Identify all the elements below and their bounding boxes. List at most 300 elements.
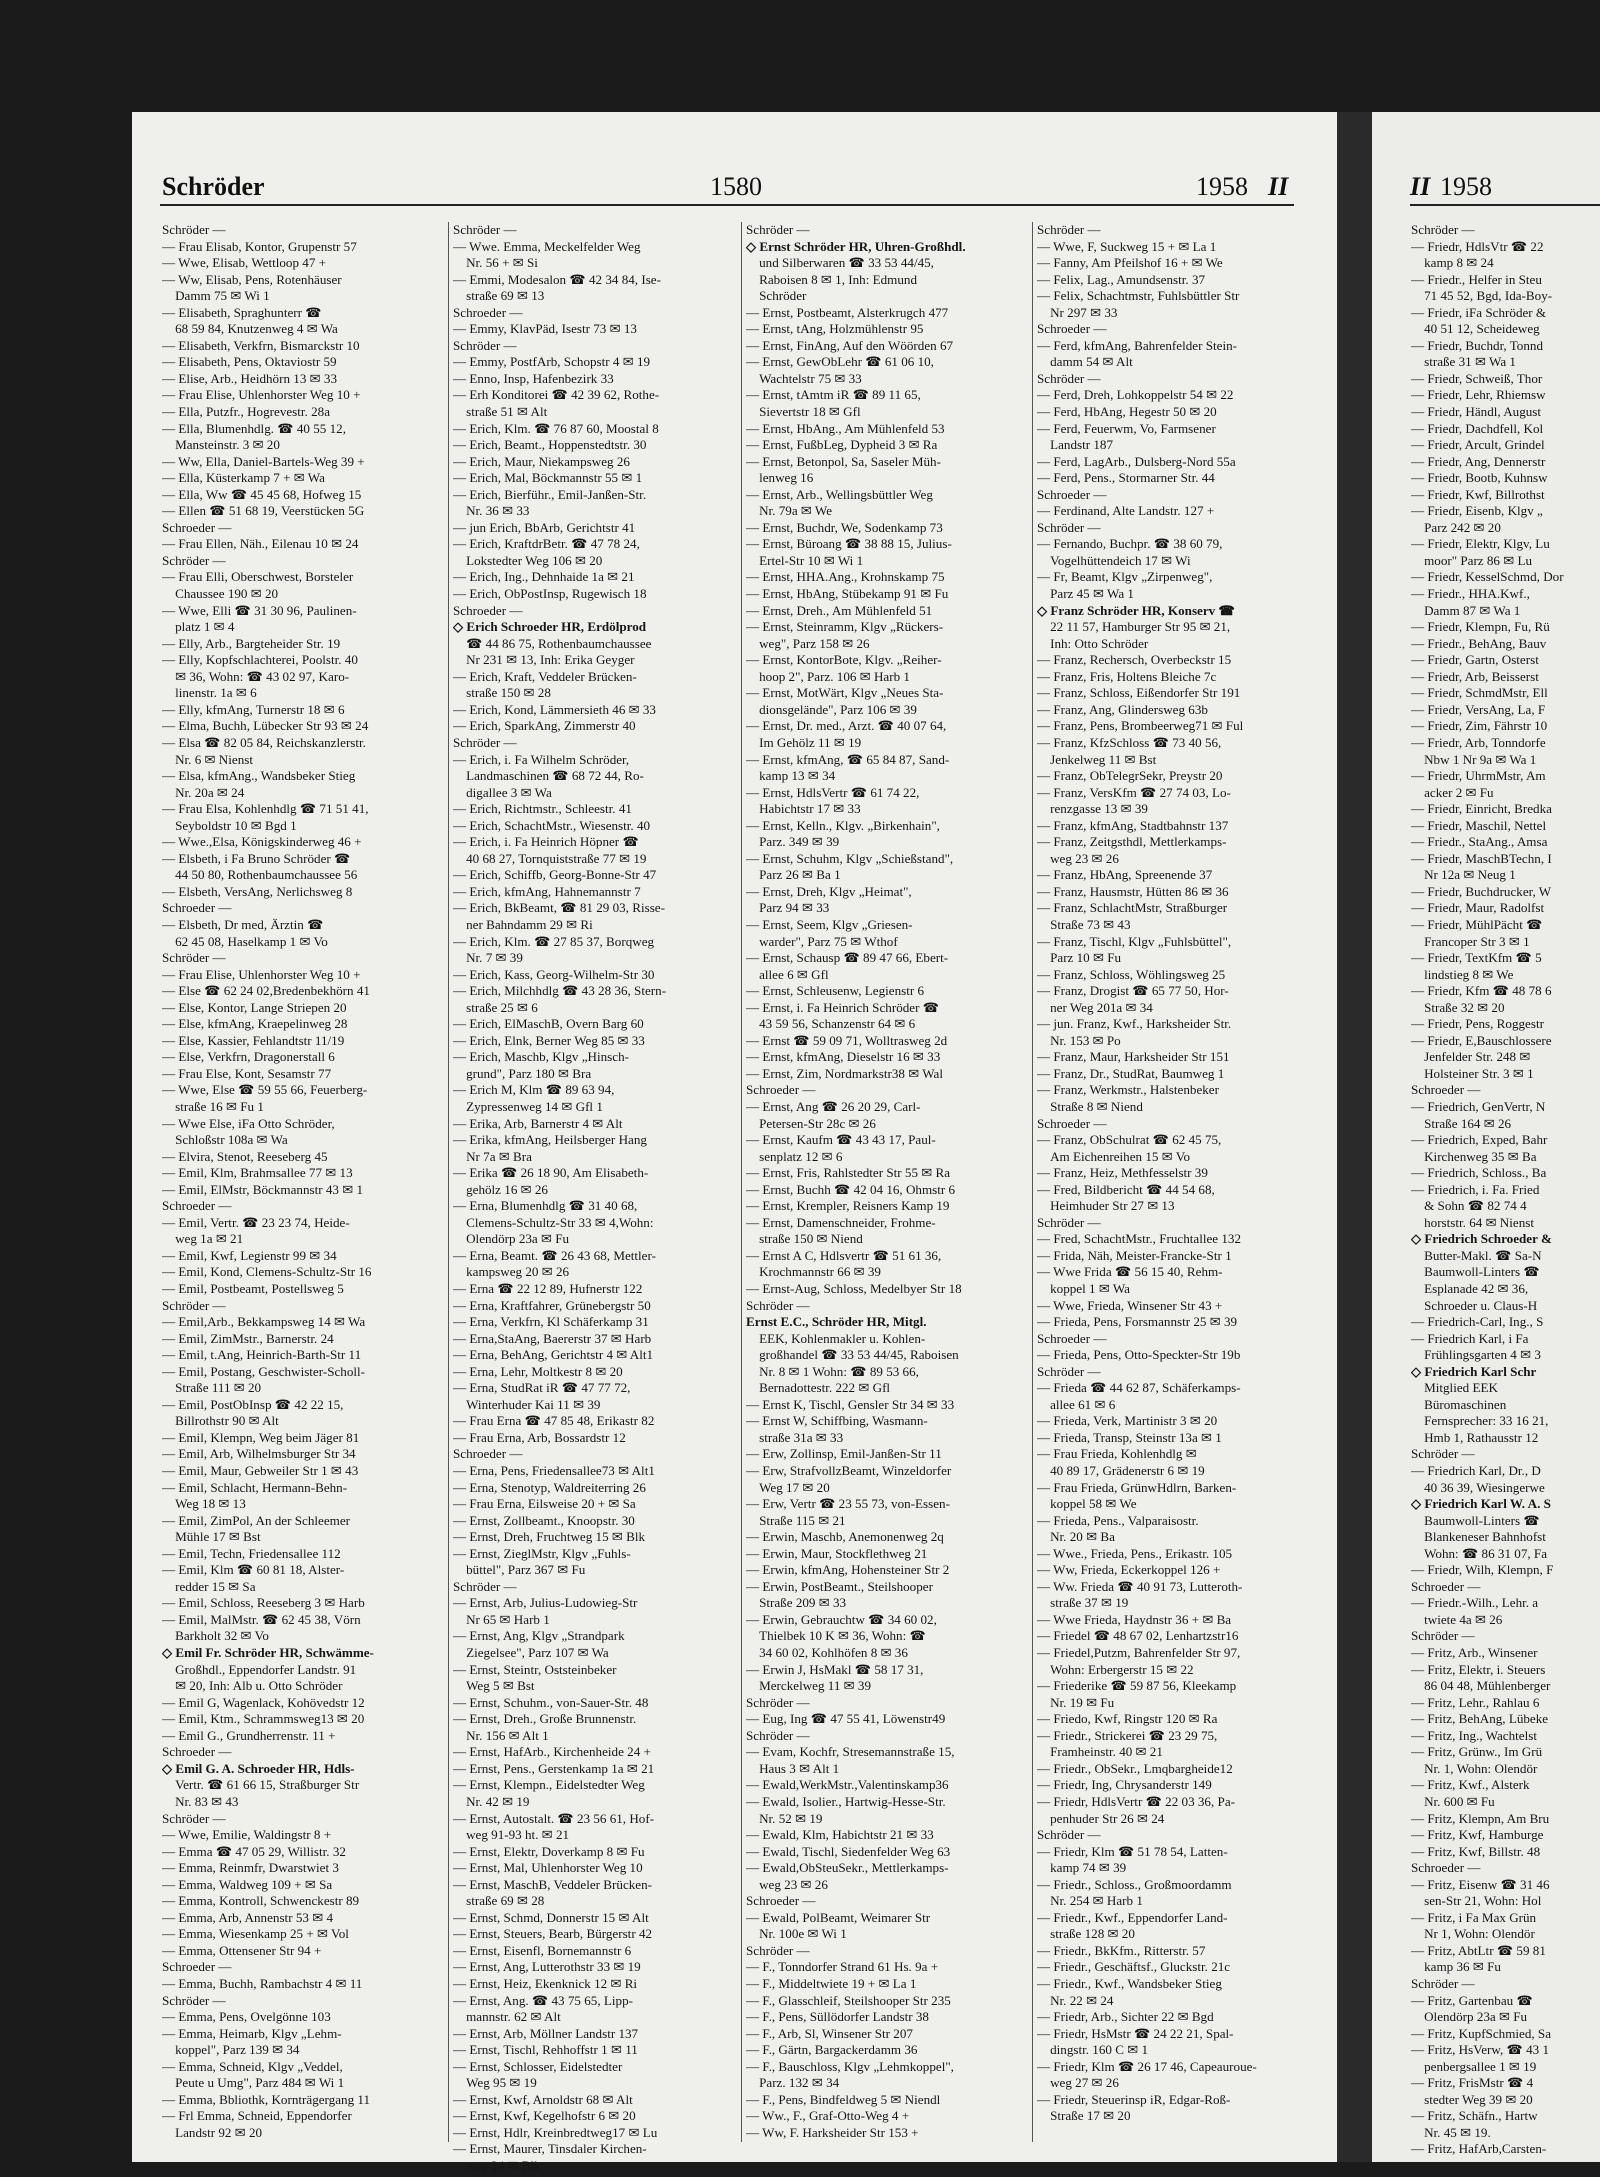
directory-entry: — Ernst, Zollbeamt., Knoopstr. 30 <box>453 1512 635 1528</box>
directory-entry: ◇ Friedrich Karl Schr <box>1411 1363 1537 1379</box>
directory-entry: — F., Gärtn, Bargackerdamm 36 <box>746 2042 918 2058</box>
directory-entry: Parz. 132 ✉ 34 <box>746 2075 840 2091</box>
directory-entry: — Ernst, Ang, Lutterothstr 33 ✉ 19 <box>453 1959 641 1975</box>
section-heading: Schröder — <box>1411 222 1475 237</box>
directory-entry: — Ewald, Klm, Habichtstr 21 ✉ 33 <box>746 1827 934 1843</box>
directory-entry: straße 150 ✉ Niend <box>746 1231 863 1247</box>
directory-entry: — Friedr., Helfer in Steu <box>1411 271 1542 287</box>
directory-entry: Nr 12a ✉ Neug 1 <box>1411 867 1516 883</box>
section-heading: Schröder — <box>746 1694 810 1710</box>
directory-entry: redder 15 ✉ Sa <box>162 1578 256 1594</box>
directory-entry: — Friedr, TextKfm ☎ 5 <box>1411 950 1542 966</box>
directory-entry: straße 31a ✉ 33 <box>746 1429 844 1445</box>
directory-entry: — Friedrich-Carl, Ing., S <box>1411 1314 1544 1330</box>
directory-entry: — Erich, Mal, Böckmannstr 55 ✉ 1 <box>453 470 643 486</box>
directory-entry: allee 61 ✉ 6 <box>1037 1396 1116 1412</box>
directory-entry: kampsweg 20 ✉ 26 <box>453 1264 570 1280</box>
directory-entry: — Franz, SchlachtMstr, Straßburger <box>1037 900 1228 916</box>
directory-entry: — Emil, Klempn, Weg beim Jäger 81 <box>162 1429 360 1445</box>
directory-entry: — Ernst, Kwf, Arnoldstr 68 ✉ Alt <box>453 2091 633 2107</box>
directory-entry: ◇ Emil G. A. Schroeder HR, Hdls- <box>162 1760 355 1776</box>
directory-entry: senplatz 12 ✉ 6 <box>746 1148 843 1164</box>
directory-entry: — Evam, Kochfr, Stresemannstraße 15, <box>746 1744 955 1760</box>
directory-entry: sen-Str 21, Wohn: Hol <box>1411 1893 1542 1909</box>
directory-entry: — Wwe Frida ☎ 56 15 40, Rehm- <box>1037 1264 1223 1280</box>
directory-entry: Nr 231 ✉ 13, Inh: Erika Geyger <box>453 652 635 668</box>
section-heading: Schroeder — <box>453 1446 523 1462</box>
directory-entry: Nr. 83 ✉ 43 <box>162 1793 239 1809</box>
directory-entry: Weg 5 ✉ Bst <box>453 1678 535 1694</box>
directory-entry: Weg 18 ✉ 13 <box>162 1496 246 1512</box>
directory-entry: Am Eichenreihen 15 ✉ Vo <box>1037 1148 1191 1164</box>
directory-entry: — Friedr, Kwf, Billrothst <box>1411 486 1545 502</box>
directory-entry: — Emil, Schloss, Reeseberg 3 ✉ Harb <box>162 1595 365 1611</box>
directory-entry: dingstr. 160 C ✉ 1 <box>1037 2042 1149 2058</box>
directory-entry: — Fritz, Kwf, Billstr. 48 <box>1411 1843 1541 1859</box>
directory-entry: Baumwoll-Linters ☎ <box>1411 1264 1540 1280</box>
section-heading: Schroeder — <box>1411 1578 1481 1594</box>
directory-entry: Merckelweg 11 ✉ 39 <box>746 1678 872 1694</box>
directory-entry: — Frieda, Pens, Otto-Speckter-Str 19b <box>1037 1347 1241 1363</box>
directory-entry: — Ernst, Dreh, Fruchtweg 15 ✉ Blk <box>453 1529 646 1545</box>
directory-entry: — Wwe., Frieda, Pens., Erikastr. 105 <box>1037 1545 1233 1561</box>
directory-entry: — Friedr., BkKfm., Ritterstr. 57 <box>1037 1942 1206 1958</box>
directory-entry: — Friedr, Arb., Sichter 22 ✉ Bgd <box>1037 2009 1214 2025</box>
directory-entry: — Erika, kfmAng, Heilsberger Hang <box>453 1132 647 1148</box>
directory-entry: Nr. 42 ✉ 19 <box>453 1793 530 1809</box>
directory-entry: Peute u Umg", Parz 484 ✉ Wi 1 <box>162 2075 345 2091</box>
directory-entry: straße 37 ✉ 19 <box>1037 1595 1129 1611</box>
directory-entry: Butter-Makl. ☎ Sa-N <box>1411 1247 1542 1263</box>
directory-entry: Mühle 17 ✉ Bst <box>162 1529 261 1545</box>
directory-entry: — Ewald, Tischl, Siedenfelder Weg 63 <box>746 1843 951 1859</box>
section-heading: Schroeder — <box>1037 486 1107 502</box>
directory-entry: — Ernst, Fris, Rahlstedter Str 55 ✉ Ra <box>746 1165 951 1181</box>
directory-entry: — Friedr, VersAng, La, F <box>1411 701 1546 717</box>
directory-entry: Billrothstr 90 ✉ Alt <box>162 1413 279 1429</box>
directory-entry: — Erwin, PostBeamt., Steilshooper <box>746 1578 933 1594</box>
section-heading: Schröder — <box>453 1578 517 1594</box>
directory-entry: Nr. 36 ✉ 33 <box>453 503 530 519</box>
directory-entry: — Elly, Arb., Bargteheider Str. 19 <box>162 635 341 651</box>
directory-entry: Nr. 1, Wohn: Olendör <box>1411 1760 1538 1776</box>
directory-entry: Olendörp 23a ✉ Fu <box>1411 2009 1528 2025</box>
section-heading: Schroeder — <box>1037 321 1107 337</box>
directory-entry: — Erich, Klm. ☎ 27 85 37, Borqweg <box>453 933 655 949</box>
book-gutter <box>1337 112 1372 2162</box>
directory-entry: — Emma, Pens, Ovelgönne 103 <box>162 2009 331 2025</box>
directory-entry: ner Weg 201a ✉ 34 <box>1037 999 1153 1015</box>
directory-entry: — Ernst, Betonpol, Sa, Saseler Müh- <box>746 453 941 469</box>
directory-entry: Straße 17 ✉ 20 <box>1037 2108 1131 2124</box>
directory-entry: — Emil, ZimMstr., Barnerstr. 24 <box>162 1330 334 1346</box>
directory-entry: — Friedr, Arcult, Grindel <box>1411 437 1545 453</box>
directory-entry: — Emil, Postbeamt, Postellsweg 5 <box>162 1281 344 1296</box>
directory-entry: Im Gehölz 11 ✉ 19 <box>746 734 862 750</box>
directory-entry: — Emil, t.Ang, Heinrich-Barth-Str 11 <box>162 1347 362 1363</box>
directory-entry: — Erich, Elnk, Berner Weg 85 ✉ 33 <box>453 1032 645 1048</box>
directory-entry: 68 59 84, Knutzenweg 4 ✉ Wa <box>162 321 338 337</box>
directory-entry: Mitglied EEK <box>1411 1380 1498 1396</box>
directory-entry: — Franz, KfzSchloss ☎ 73 40 56, <box>1037 734 1222 750</box>
directory-entry: — Ernst, Dreh, Klgv „Heimat", <box>746 883 912 899</box>
directory-entry: — Erich, SchachtMstr., Wiesenstr. 40 <box>453 817 651 833</box>
directory-entry: — Elisabeth, Verkfrn, Bismarckstr 10 <box>162 337 360 353</box>
directory-entry: — Fernando, Buchpr. ☎ 38 60 79, <box>1037 536 1223 552</box>
directory-entry: — Ernst, Autostalt. ☎ 23 56 61, Hof- <box>453 1810 655 1826</box>
section-heading: Schroeder — <box>1411 1860 1481 1876</box>
directory-entry: — Ernst W, Schiffbing, Wasmann- <box>746 1413 928 1429</box>
directory-entry: — Ernst, Ang. ☎ 43 75 65, Lipp- <box>453 1992 633 2008</box>
directory-entry: Chaussee 190 ✉ 20 <box>162 586 279 602</box>
directory-entry: — Erw, StrafvollzBeamt, Winzeldorfer <box>746 1463 952 1479</box>
directory-entry: — Elly, kfmAng, Turnerstr 18 ✉ 6 <box>162 701 345 717</box>
directory-entry: — Frau Frieda, Kohlenhdlg ✉ <box>1037 1446 1197 1462</box>
directory-entry: — Ellen ☎ 51 68 19, Veerstücken 5G <box>162 503 365 519</box>
directory-entry: — Franz, Maur, Harksheider Str 151 <box>1037 1049 1230 1065</box>
directory-entry: gehölz 16 ✉ 26 <box>453 1181 548 1197</box>
directory-entry: — Friedr, Arb, Beisserst <box>1411 668 1539 684</box>
directory-entry: — Fritz, Ing., Wachtelst <box>1411 1727 1537 1743</box>
directory-entry: Nr 65 ✉ Harb 1 <box>453 1611 550 1627</box>
directory-entry: Ziegelsee", Parz 107 ✉ Wa <box>453 1645 609 1661</box>
directory-entry: — Friedr, MühlPächt ☎ <box>1411 916 1543 932</box>
directory-entry: — Erich M, Klm ☎ 89 63 94, <box>453 1082 615 1098</box>
directory-entry: — Ewald,WerkMstr.,Valentinskamp36 <box>746 1777 949 1793</box>
next-running-head-year: 1958 <box>1440 172 1492 201</box>
directory-entry: — Emil, ZimPol, An der Schleemer <box>162 1512 351 1528</box>
directory-entry: — Franz, Dr., StudRat, Baumweg 1 <box>1037 1065 1225 1081</box>
directory-entry: Nr. 19 ✉ Fu <box>1037 1694 1115 1710</box>
directory-entry: — Ernst, Schlosser, Eidelstedter <box>453 2058 623 2074</box>
next-header-rule <box>1410 204 1600 206</box>
directory-entry: weg 91-93 ht. ✉ 21 <box>453 1827 570 1843</box>
directory-entry: 44 50 80, Rothenbaumchaussee 56 <box>162 867 358 883</box>
directory-entry: — Wwe. Emma, Meckelfelder Weg <box>453 238 641 254</box>
directory-entry: weg", Parz 158 ✉ 26 <box>746 635 870 651</box>
directory-entry: ◇ Emil Fr. Schröder HR, Schwämme- <box>162 1645 374 1661</box>
section-heading: Schroeder — <box>162 519 232 535</box>
directory-entry: Framheinstr. 40 ✉ 21 <box>1037 1744 1163 1760</box>
directory-entry: Straße 8 ✉ Niend <box>1037 1098 1143 1114</box>
directory-entry: Büromaschinen <box>1411 1396 1507 1412</box>
directory-entry: penbergsallee 1 ✉ 19 <box>1411 2058 1537 2074</box>
section-heading: Schroeder — <box>1037 1115 1107 1131</box>
directory-entry: — Erich, Bierführ., Emil-Janßen-Str. <box>453 486 647 502</box>
directory-entry: — Friedr, Klempn, Fu, Rü <box>1411 619 1550 635</box>
directory-entry: — Friedr, Maschil, Nettel <box>1411 817 1547 833</box>
directory-entry: — Elsbeth, i Fa Bruno Schröder ☎ <box>162 850 351 866</box>
directory-entry: — Friedrich Karl, Dr., D <box>1411 1463 1541 1479</box>
directory-entry: — Emil, Ktm., Schrammsweg13 ✉ 20 <box>162 1711 365 1727</box>
directory-entry: — Ferdinand, Alte Landstr. 127 + <box>1037 503 1215 519</box>
directory-entry: — Fritz, Klempn, Am Bru <box>1411 1810 1550 1826</box>
directory-entry: — Ernst, Steinramm, Klgv „Rückers- <box>746 619 944 635</box>
directory-entry: Habichtstr 17 ✉ 33 <box>746 801 861 817</box>
directory-entry: — Ernst, Büroang ☎ 38 88 15, Julius- <box>746 536 952 552</box>
directory-entry: — Franz, Ang, Glindersweg 63b <box>1037 701 1208 717</box>
directory-entry: Zypressenweg 14 ✉ Gfl 1 <box>453 1098 603 1114</box>
directory-entry: großhandel ☎ 33 53 44/45, Raboisen <box>746 1347 959 1363</box>
directory-entry: — Friederike ☎ 59 87 56, Kleekamp <box>1037 1678 1237 1694</box>
directory-entry: — Wwe, Frieda, Winsener Str 43 + <box>1037 1297 1223 1313</box>
directory-entry: — Ernst, i. Fa Heinrich Schröder ☎ <box>746 999 940 1015</box>
section-heading: Schröder — <box>453 337 517 353</box>
directory-entry: — Wwe, Emilie, Waldingstr 8 + <box>162 1827 332 1843</box>
directory-entry: — Friedr, KesselSchmd, Dor <box>1411 569 1564 585</box>
directory-entry: — Erika ☎ 26 18 90, Am Elisabeth- <box>453 1165 649 1181</box>
directory-entry: — Emil G, Wagenlack, Kohövedstr 12 <box>162 1694 365 1710</box>
directory-entry: — Friedrich, GenVertr, N <box>1411 1098 1546 1114</box>
section-heading: Schroeder — <box>1037 1330 1107 1346</box>
directory-entry: linenstr. 1a ✉ 6 <box>162 685 257 701</box>
directory-entry: — Fritz, Gartenbau ☎ <box>1411 1992 1533 2008</box>
directory-entry: — Erw, Zollinsp, Emil-Janßen-Str 11 <box>746 1446 942 1462</box>
directory-entry: — Erna,StaAng, Baererstr 37 ✉ Harb <box>453 1330 652 1346</box>
directory-entry: — Erna, Lehr, Moltkestr 8 ✉ 20 <box>453 1363 623 1379</box>
directory-entry: — Erich, Richtmstr., Schleestr. 41 <box>453 801 632 817</box>
directory-entry: — Emma, Waldweg 109 + ✉ Sa <box>162 1876 333 1892</box>
directory-entry: — Ernst, Steuers, Bearb, Bürgerstr 42 <box>453 1926 653 1942</box>
directory-entry: — Frau Else, Kont, Sesamstr 77 <box>162 1065 332 1081</box>
section-heading: Schröder — <box>453 222 517 237</box>
directory-entry: weg 23 ✉ 26 <box>1037 850 1119 866</box>
directory-entry: Barkholt 32 ✉ Vo <box>162 1628 269 1644</box>
directory-entry: Nr. 156 ✉ Alt 1 <box>453 1727 549 1743</box>
directory-entry: Vogelhüttendeich 17 ✉ Wi <box>1037 552 1191 568</box>
directory-entry: kamp 74 ✉ 39 <box>1037 1860 1127 1876</box>
directory-entry: — Ernst-Aug, Schloss, Medelbyer Str 18 <box>746 1281 962 1296</box>
directory-entry: 62 45 08, Haselkamp 1 ✉ Vo <box>162 933 328 949</box>
next-running-head-volume: II <box>1410 172 1431 201</box>
directory-entry: weg 27 ✉ 26 <box>1037 2075 1119 2091</box>
directory-entry: EEK, Kohlenmakler u. Kohlen- <box>746 1330 926 1346</box>
directory-entry: — Emma, Wiesenkamp 25 + ✉ Vol <box>162 1926 349 1942</box>
directory-entry: — Friedr, E,Bauschlossere <box>1411 1032 1552 1048</box>
directory-entry: — Friedr., StaAng., Amsa <box>1411 834 1548 850</box>
directory-entry: — Emil G., Grundherrenstr. 11 + <box>162 1727 336 1743</box>
directory-entry: Wachtelstr 75 ✉ 33 <box>746 370 862 386</box>
directory-entry: — Emil, Schlacht, Hermann-Behn- <box>162 1479 348 1495</box>
directory-entry: kamp 13 ✉ 34 <box>746 768 836 784</box>
directory-entry: straße 51 ✉ Alt <box>453 404 548 420</box>
section-heading: Schröder — <box>453 734 517 750</box>
directory-entry: — Ernst, Dreh., Große Brunnenstr. <box>453 1711 637 1727</box>
column-divider <box>1032 222 1033 2142</box>
directory-entry: — Emil, Kwf, Legienstr 99 ✉ 34 <box>162 1247 337 1263</box>
directory-entry: — Friedr, SchmdMstr, Ell <box>1411 685 1548 701</box>
directory-entry: Weg 17 ✉ 20 <box>746 1479 830 1495</box>
directory-entry: Mansteinstr. 3 ✉ 20 <box>162 437 280 453</box>
directory-entry: — Felix, Lag., Amundsenstr. 37 <box>1037 271 1206 287</box>
directory-entry: — Fritz, Grünw., Im Grü <box>1411 1744 1543 1760</box>
directory-entry: — Ernst, Kaufm ☎ 43 43 17, Paul- <box>746 1132 936 1148</box>
directory-entry: — Ernst, Pens., Gerstenkamp 1a ✉ 21 <box>453 1760 655 1776</box>
directory-entry: — Elisabeth, Spraghunterr ☎ <box>162 304 322 320</box>
directory-entry: — Ella, Blumenhdlg. ☎ 40 55 12, <box>162 420 346 436</box>
directory-entry: 71 45 52, Bgd, Ida-Boy- <box>1411 288 1553 304</box>
directory-entry: — Ernst, Dreh., Am Mühlenfeld 51 <box>746 602 933 618</box>
directory-entry: Nr. 79a ✉ We <box>746 503 833 519</box>
directory-entry: — Wwe Frieda, Haydnstr 36 + ✉ Ba <box>1037 1611 1232 1627</box>
directory-entry: — Ella, Putzfr., Hogrevestr. 28a <box>162 404 330 420</box>
directory-entry: — Erich, Schiffb, Georg-Bonne-Str 47 <box>453 867 657 883</box>
directory-entry: — Emma, Ottensener Str 94 + <box>162 1942 322 1958</box>
directory-entry: — Emil,Arb., Bekkampsweg 14 ✉ Wa <box>162 1314 366 1330</box>
directory-entry: straße 69 ✉ 13 <box>453 288 545 304</box>
directory-entry: — Friedr., Schloss., Großmoordamm <box>1037 1876 1232 1892</box>
directory-entry: — Friedr, Maur, Radolfst <box>1411 900 1545 916</box>
section-heading: Schroeder — <box>162 1744 232 1760</box>
directory-entry: — Eug, Ing ☎ 47 55 41, Löwenstr49 <box>746 1711 946 1727</box>
directory-entry: — Ferd, Dreh, Lohkoppelstr 54 ✉ 22 <box>1037 387 1234 403</box>
directory-entry: — Ewald,ObSteuSekr., Mettlerkamps- <box>746 1860 949 1876</box>
directory-entry: — Franz, Rechersch, Overbeckstr 15 <box>1037 652 1232 668</box>
directory-entry: — Wwe, Elisab, Wettloop 47 + <box>162 255 327 271</box>
directory-entry: — Erich, Kraft, Veddeler Brücken- <box>453 668 637 684</box>
directory-entry: — Ernst, Eisenfl, Bornemannstr 6 <box>453 1942 632 1958</box>
directory-entry: — Ernst, MotWärt, Klgv „Neues Sta- <box>746 685 944 701</box>
directory-entry: — Fr, Beamt, Klgv „Zirpenweg", <box>1037 569 1213 585</box>
directory-entry: — Erna, Blumenhdlg ☎ 31 40 68, <box>453 1198 638 1214</box>
directory-entry: — Ernst, Damenschneider, Frohme- <box>746 1214 936 1230</box>
directory-entry: Krochmannstr 66 ✉ 39 <box>746 1264 881 1280</box>
section-heading: Schröder — <box>162 1992 226 2008</box>
directory-entry: Straße 115 ✉ 21 <box>746 1512 846 1528</box>
directory-entry: twiete 4a ✉ 26 <box>1411 1611 1503 1627</box>
directory-entry: — Friedr, Buchdr, Tonnd <box>1411 337 1543 353</box>
directory-entry: — Erna, Stenotyp, Waldreiterring 26 <box>453 1479 646 1495</box>
directory-entry: — Ernst, tAng, Holzmühlenstr 95 <box>746 321 924 337</box>
directory-entry: Parz 10 ✉ Fu <box>1037 950 1122 966</box>
directory-entry: — Elsa ☎ 82 05 84, Reichskanzlerstr. <box>162 734 366 750</box>
directory-entry: — Ernst, HdlsVertr ☎ 61 74 22, <box>746 784 920 800</box>
directory-entry: — Ernst, Dr. med., Arzt. ☎ 40 07 64, <box>746 718 947 734</box>
directory-entry: — Elise, Arb., Heidhörn 13 ✉ 33 <box>162 370 337 386</box>
directory-entry: — Friedrich, Exped, Bahr <box>1411 1132 1548 1148</box>
directory-entry: Frühlingsgarten 4 ✉ 3 <box>1411 1347 1541 1363</box>
directory-entry: — Erich, Klm. ☎ 76 87 60, Moostal 8 <box>453 420 659 436</box>
directory-entry: — Ww. Frieda ☎ 40 91 73, Lutteroth- <box>1037 1578 1243 1594</box>
directory-entry: — Frau Ellen, Näh., Eilenau 10 ✉ 24 <box>162 536 359 552</box>
directory-entry: — Frau Elise, Uhlenhorster Weg 10 + <box>162 387 361 403</box>
directory-entry: — Ernst, FußbLeg, Dypheid 3 ✉ Ra <box>746 437 938 453</box>
directory-entry: Raboisen 8 ✉ 1, Inh: Edmund <box>746 271 917 287</box>
directory-entry: — Fritz, i Fa Max Grün <box>1411 1909 1537 1925</box>
directory-entry: koppel 58 ✉ We <box>1037 1496 1137 1512</box>
directory-entry: Ertel-Str 10 ✉ Wi 1 <box>746 552 864 568</box>
directory-entry: — Franz, Heiz, Methfesselstr 39 <box>1037 1165 1208 1181</box>
directory-entry: Nr. 600 ✉ Fu <box>1411 1793 1495 1809</box>
directory-entry: — Ernst, Ang ☎ 26 20 29, Carl- <box>746 1098 921 1114</box>
directory-entry: — Ernst, HbAng, Stübekamp 91 ✉ Fu <box>746 586 949 602</box>
directory-entry: stedter Weg 39 ✉ 20 <box>1411 2091 1533 2107</box>
directory-entry: — Erich, i. Fa Heinrich Höpner ☎ <box>453 834 639 850</box>
directory-entry: straße 16 ✉ Fu 1 <box>162 1098 264 1114</box>
directory-entry: — Ww, Frieda, Eckerkoppel 126 + <box>1037 1562 1221 1578</box>
directory-entry: — Frieda, Transp, Steinstr 13a ✉ 1 <box>1037 1429 1222 1445</box>
column-3 <box>746 222 1028 2141</box>
directory-entry: — Ernst, Schausp ☎ 89 47 66, Ebert- <box>746 950 949 966</box>
directory-entry: ☎ 44 86 75, Rothenbaumchaussee <box>453 635 652 651</box>
directory-entry: — Emil, Postang, Geschwister-Scholl- <box>162 1363 366 1379</box>
directory-entry: Francoper Str 3 ✉ 1 <box>1411 933 1530 949</box>
directory-entry: digallee 3 ✉ Wa <box>453 784 552 800</box>
directory-entry: — Ernst, Steintr, Oststeinbeker <box>453 1661 617 1677</box>
directory-entry: — F., Pens, Süllödorfer Landstr 38 <box>746 2009 929 2025</box>
directory-entry: — Erich, Maschb, Klgv „Hinsch- <box>453 1049 629 1065</box>
directory-entry: — Friedr.-Wilh., Lehr. a <box>1411 1595 1539 1611</box>
directory-entry: — Elly, Kopfschlachterei, Poolstr. 40 <box>162 652 358 668</box>
directory-entry: — Franz, Werkmstr., Halstenbeker <box>1037 1082 1219 1098</box>
directory-entry: — Erich, Milchhdlg ☎ 43 28 36, Stern- <box>453 983 667 999</box>
directory-entry: weg 1a ✉ 21 <box>162 1231 244 1247</box>
directory-entry: — Ernst K, Tischl, Gensler Str 34 ✉ 33 <box>746 1396 955 1412</box>
directory-entry: — Ernst, MaschB, Veddeler Brücken- <box>453 1876 653 1892</box>
directory-entry: — Frieda, Pens, Forsmannstr 25 ✉ 39 <box>1037 1314 1238 1330</box>
directory-entry: — Else, kfmAng, Kraepelinweg 28 <box>162 1016 348 1032</box>
directory-entry: — Ewald, Isolier., Hartwig-Hesse-Str. <box>746 1793 946 1809</box>
directory-entry: — Ernst, Kwf, Kegelhofstr 6 ✉ 20 <box>453 2108 636 2124</box>
directory-entry: — Ernst, Arb., Wellingsbüttler Weg <box>746 486 933 502</box>
directory-entry: — Erich, ObPostInsp, Rugewisch 18 <box>453 586 647 602</box>
directory-entry: — Emma ☎ 47 05 29, Willistr. 32 <box>162 1843 346 1859</box>
directory-entry: Straße 164 ✉ 26 <box>1411 1115 1512 1131</box>
directory-entry: — Elsbeth, Dr med, Ärztin ☎ <box>162 916 324 932</box>
directory-entry: — Emma, Bbliothk, Kornträgergang 11 <box>162 2091 371 2107</box>
running-head-volume: II <box>1268 172 1289 201</box>
directory-entry: Nr. 6 ✉ Nienst <box>162 751 253 767</box>
directory-entry: — Friedr, Lehr, Rhiemsw <box>1411 387 1546 403</box>
column-1 <box>162 222 444 2141</box>
directory-entry: 40 89 17, Grädenerstr 6 ✉ 19 <box>1037 1463 1205 1479</box>
directory-entry: — Friedel ☎ 48 67 02, Lenhartzstr16 <box>1037 1628 1239 1644</box>
section-heading: Schröder — <box>1037 1363 1101 1379</box>
directory-entry: — F., Arb, Sl, Winsener Str 207 <box>746 2025 913 2041</box>
directory-entry: — Ww, F. Harksheider Str 153 + <box>746 2124 919 2140</box>
directory-entry: Nr. 254 ✉ Harb 1 <box>1037 1893 1143 1909</box>
directory-entry: — Franz, Pens, Brombeerweg71 ✉ Ful <box>1037 718 1244 734</box>
directory-entry: Fernsprecher: 33 16 21, <box>1411 1413 1549 1429</box>
directory-entry: — Emma, Arb, Annenstr 53 ✉ 4 <box>162 1909 333 1925</box>
directory-entry: 22 11 57, Hamburger Str 95 ✉ 21, <box>1037 619 1231 635</box>
directory-entry: penhuder Str 26 ✉ 24 <box>1037 1810 1165 1826</box>
column-divider <box>741 222 742 2142</box>
directory-entry: kamp 8 ✉ 24 <box>1411 255 1494 271</box>
directory-entry: — Erwin, Maur, Stockflethweg 21 <box>746 1545 928 1561</box>
directory-entry: — Emil, Klm, Brahmsallee 77 ✉ 13 <box>162 1165 353 1181</box>
directory-entry: — Frida, Näh, Meister-Francke-Str 1 <box>1037 1247 1232 1263</box>
directory-entry: Sievertstr 18 ✉ Gfl <box>746 404 861 420</box>
directory-entry: — Emil, Klm ☎ 60 81 18, Alster- <box>162 1562 345 1578</box>
directory-entry: Nr. 56 + ✉ Si <box>453 255 538 271</box>
directory-entry: — Friedr, Zim, Fährstr 10 <box>1411 718 1548 734</box>
directory-entry: Thielbek 10 K ✉ 36, Wohn: ☎ <box>746 1628 926 1644</box>
directory-entry: — Erich, Kass, Georg-Wilhelm-Str 30 <box>453 966 655 982</box>
directory-entry: Schröder <box>746 288 807 304</box>
directory-entry: straße 128 ✉ 20 <box>1037 1926 1135 1942</box>
directory-entry: straße 25 ✉ 6 <box>453 999 538 1015</box>
directory-entry: — Friedr, iFa Schröder & <box>1411 304 1547 320</box>
directory-entry: — Fritz, Kwf, Hamburge <box>1411 1827 1544 1843</box>
directory-entry: weg 23 ✉ 26 <box>746 1876 828 1892</box>
directory-entry: — Friedr., Kwf., Eppendorfer Land- <box>1037 1909 1228 1925</box>
section-heading: Schroeder — <box>453 304 523 320</box>
directory-entry: Landstr 187 <box>1037 437 1114 453</box>
directory-entry: — Frieda, Verk, Martinistr 3 ✉ 20 <box>1037 1413 1218 1429</box>
section-heading: Schröder — <box>1037 519 1101 535</box>
directory-entry: — Ernst, Maurer, Tinsdaler Kirchen- <box>453 2141 647 2157</box>
